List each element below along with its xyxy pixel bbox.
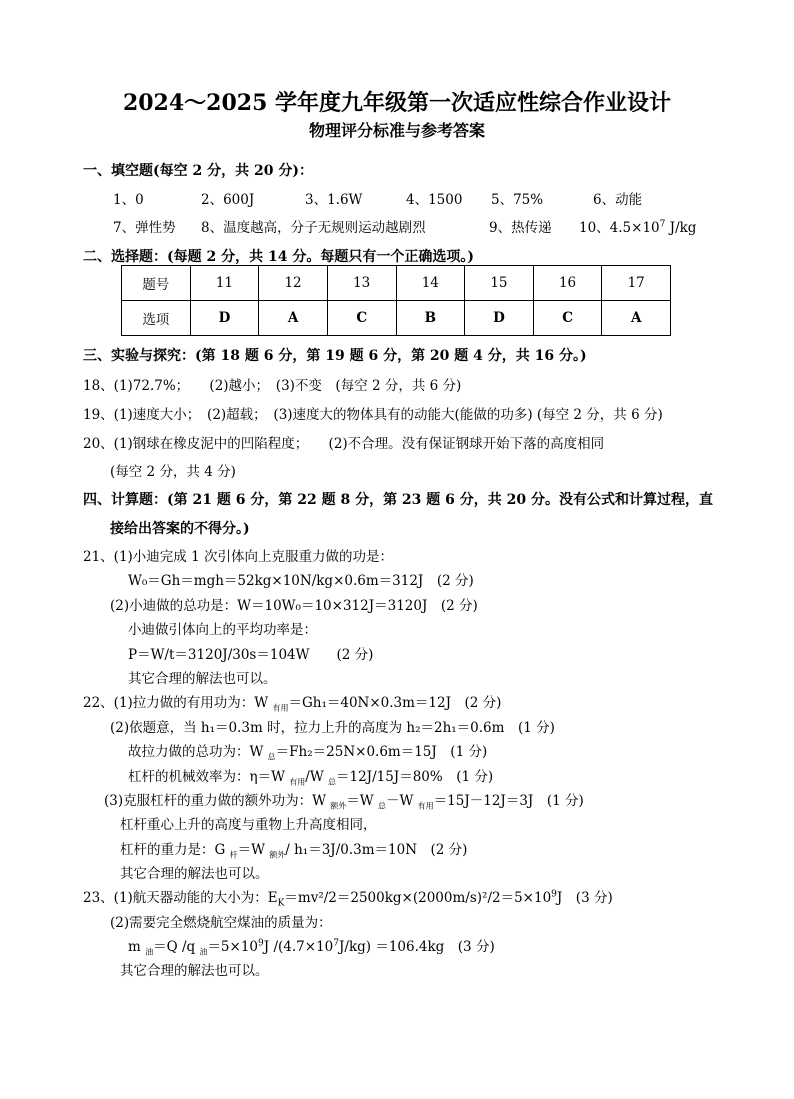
answer-20: 20、(1)钢球在橡皮泥中的凹陷程度； (2)不合理。没有保证钢球开始下落的高度相同 (83, 436, 605, 452)
answer-21-line-4: 小迪做引体向上的平均功率是： (128, 622, 317, 638)
question-number: 17 (602, 266, 671, 301)
choice-answer: A (259, 301, 328, 336)
choice-answer: C (533, 301, 602, 336)
question-number: 15 (465, 266, 534, 301)
question-number: 12 (259, 266, 328, 301)
table-row-numbers (122, 266, 671, 301)
page-title: 2024～2025 学年度九年级第一次适应性综合作业设计 (122, 90, 672, 116)
answer-21-line-1: 21、(1)小迪完成 1 次引体向上克服重力做的功是： (83, 549, 393, 565)
answer-22-line-2: (2)依题意，当 h₁＝0.3m 时，拉力上升的高度为 h₂＝2h₁＝0.6m (1 分) (110, 720, 555, 736)
answer-21-line-5: P＝W/t＝3120J/30s＝104W (2 分) (128, 647, 374, 663)
table-row-answers (122, 301, 671, 336)
answer-22-line-4: 杠杆的机械效率为：η＝W $_{有用}$/W $_总$＝12J/15J＝80% (1 分) (128, 769, 494, 787)
fill-answer-5: 5、75% (491, 192, 544, 208)
fill-answer-2: 2、600J (201, 192, 255, 208)
question-number: 16 (533, 266, 602, 301)
answer-23-line-2: (2)需要完全燃烧航空煤油的质量为： (110, 915, 332, 931)
answer-22-line-8: 其它合理的解法也可以。 (120, 866, 269, 882)
fill-answer-8: 8、温度越高，分子无规则运动越剧烈 (201, 220, 426, 236)
fill-answer-4: 4、1500 (406, 192, 463, 208)
choice-answer: C (327, 301, 396, 336)
answer-18: 18、(1)72.7%； (2)越小； (3)不变 (每空 2 分，共 6 分) (83, 378, 462, 394)
fill-answer-1: 1、0 (113, 192, 144, 208)
fill-answer-3: 3、1.6W (305, 192, 363, 208)
answer-22-line-6: 杠杆重心上升的高度与重物上升高度相同， (120, 817, 377, 833)
question-number: 14 (396, 266, 465, 301)
section-4-heading: 四、计算题：(第 21 题 6 分，第 22 题 8 分，第 23 题 6 分，共 20 分。没有公式和计算过程，直 (83, 492, 714, 508)
page-subtitle: 物理评分标准与参考答案 (308, 121, 485, 140)
answer-21-line-2: W₀＝Gh＝mgh＝52kg×10N/kg×0.6m＝312J (2 分) (128, 573, 474, 589)
section-4-heading-cont: 接给出答案的不得分。) (110, 521, 250, 537)
answer-23-line-1: 23、(1)航天器动能的大小为：$E_K=mv^2/2=2500kg\times(2000m/s)^2/2=5\times 10^9J$ (3 分) (83, 889, 613, 909)
question-number: 11 (190, 266, 259, 301)
answer-20-score: (每空 2 分，共 4 分) (110, 464, 236, 480)
choice-answer: D (190, 301, 259, 336)
answer-23-line-4: 其它合理的解法也可以。 (120, 963, 269, 979)
answer-19: 19、(1)速度大小； (2)超载； (3)速度大的物体具有的动能大(能做的功多) (每空 2 分，共 6 分) (83, 407, 663, 423)
choice-answer: A (602, 301, 671, 336)
fill-answer-6: 6、动能 (593, 192, 643, 208)
table-header-answer: 选项 (122, 301, 191, 336)
fill-answer-7: 7、弹性势 (113, 220, 176, 236)
answer-23-line-3: m $_油$＝Q /q $_油=5\times 10^9J$ $/(4.7\times 10^7J/kg) =106.4kg$ (3 分) (128, 938, 495, 957)
answer-table (121, 265, 671, 336)
answer-22-line-7: 杠杆的重力是：G $_杆$＝W $_{额外}$/ h₁＝3J/0.3m＝10N (2 分) (120, 842, 468, 860)
choice-answer: B (396, 301, 465, 336)
question-number: 13 (327, 266, 396, 301)
section-3-heading: 三、实验与探究：(第 18 题 6 分，第 19 题 6 分，第 20 题 4 分，共 16 分。) (83, 348, 587, 364)
fill-answer-10: 10、$4.5\times 10^7$ J/kg (579, 219, 697, 236)
fill-answer-9: 9、热传递 (489, 220, 552, 236)
section-2-heading: 二、选择题：(每题 2 分，共 14 分。每题只有一个正确选项。) (83, 249, 474, 265)
answer-22-line-1: 22、(1)拉力做的有用功为：W $_{有用}$＝Gh₁＝40N×0.3m＝12J (2 分) (83, 695, 502, 713)
answer-22-line-3: 故拉力做的总功为：W $_总$＝Fh₂＝25N×0.6m＝15J (1 分) (128, 744, 488, 762)
answer-22-line-5: (3)克服杠杆的重力做的额外功为：W $_{额外}$＝W $_总$－W $_{有用}$＝15J－12J＝3J (1 分) (104, 793, 584, 811)
answer-21-line-6: 其它合理的解法也可以。 (128, 671, 277, 687)
answer-21-line-3: (2)小迪做的总功是：W＝10W₀＝10×312J＝3120J (2 分) (110, 598, 478, 614)
choice-answer: D (465, 301, 534, 336)
section-1-heading: 一、填空题(每空 2 分，共 20 分)： (83, 163, 313, 179)
table-header-number: 题号 (122, 266, 191, 301)
